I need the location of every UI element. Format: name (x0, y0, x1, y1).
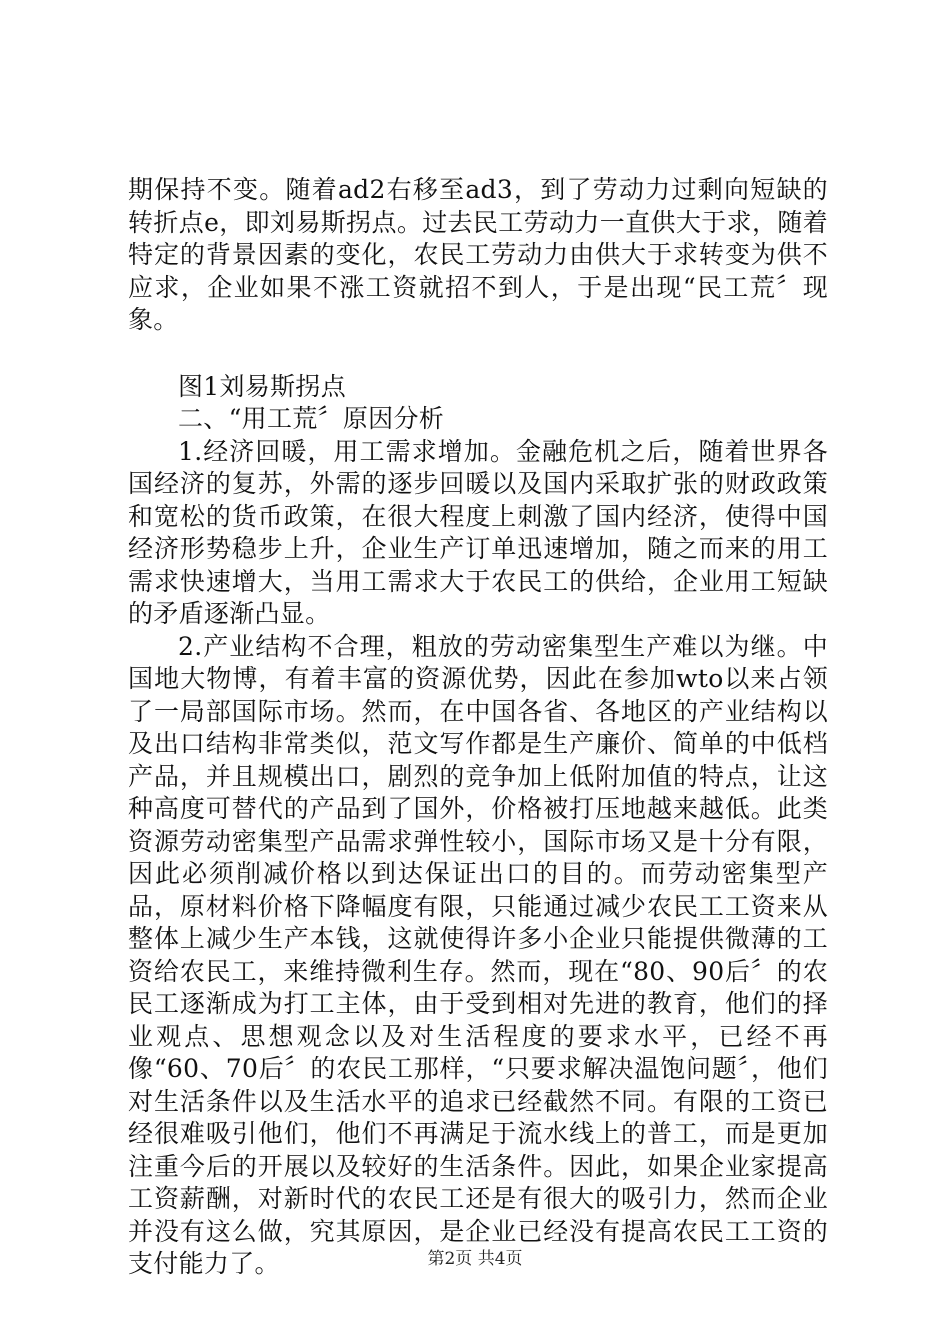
paragraph-industrial-structure: 2.产业结构不合理，粗放的劳动密集型生产难以为继。中国地大物博，有着丰富的资源优势，因此在参加wto以来占领了一局部国际市场。然而，在中国各省、各地区的产业结构以及出口结构非常类似，范文写作都是生产廉价、简单的中低档产品，并且规模出口，剧烈的竞争加上低附加值的特点，让这种高度可替代的产品到了国外，价格被打压地越来越低。此类资源劳动密集型产品需求弹性较小，国际市场又是十分有限，因此必须削减价格以到达保证出口的目的。而劳动密集型产品，原材料价格下降幅度有限，只能通过减少农民工工资来从整体上减少生产本钱，这就使得许多小企业只能提供微薄的工资给农民工，来维持微利生存。然而，现在“80、90后〞的农民工逐渐成为打工主体，由于受到相对先进的教育，他们的择业观点、思想观念以及对生活程度的要求水平，已经不再像“60、70后〞的农民工那样，“只要求解决温饱问题〞，他们对生活条件以及生活水平的追求已经截然不同。有限的工资已经很难吸引他们，他们不再满足于流水线上的普工，而是更加注重今后的开展以及较好的生活条件。因此，如果企业家提高工资薪酬，对新时代的农民工还是有很大的吸引力，然而企业并没有这么做，究其原因，是企业已经没有提高农民工工资的支付能力了。 (128, 631, 828, 1278)
figure-caption: 图1刘易斯拐点 (178, 371, 347, 401)
page-number-footer: 第2页 共4页 (427, 1249, 523, 1269)
paragraph-economic-recovery: 1.经济回暖，用工需求增加。金融危机之后，随着世界各国经济的复苏，外需的逐步回暖以及国内采取扩张的财政政策和宽松的货币政策，在很大程度上刺激了国内经济，使得中国经济形势稳步上升，企业生产订单迅速增加，随之而来的用工需求快速增大，当用工需求大于农民工的供给，企业用工短缺的矛盾逐渐凸显。 (128, 436, 828, 628)
paragraph-lewis-turning-point: 期保持不变。随着ad2右移至ad3，到了劳动力过剩向短缺的转折点e，即刘易斯拐点。过去民工劳动力一直供大于求，随着特定的背景因素的变化，农民工劳动力由供大于求转变为供不应求，企业如果不涨工资就招不到人，于是出现“民工荒〞现象。 (128, 175, 828, 334)
document-body (128, 174, 828, 1281)
section-heading: 二、“用工荒〞原因分析 (178, 404, 445, 433)
